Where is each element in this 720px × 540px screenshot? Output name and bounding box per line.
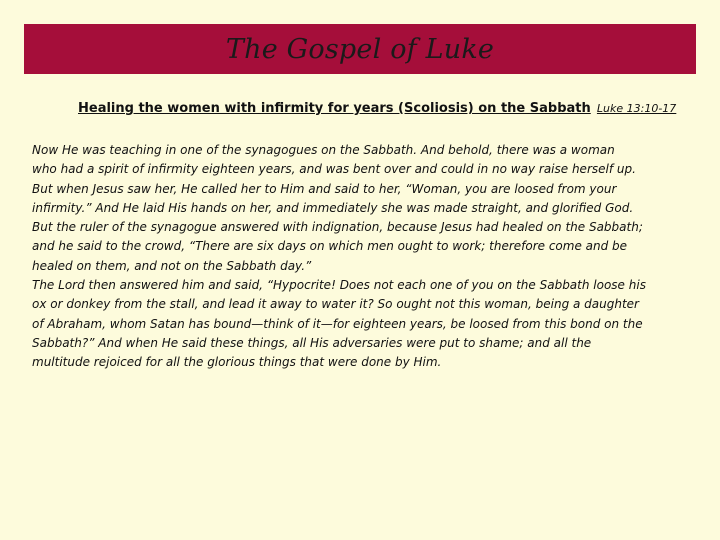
body-line: and he said to the crowd, “There are six days on which men ought to work; therefore come and be — [32, 239, 628, 254]
body-line: healed on them, and not on the Sabbath day.” — [32, 258, 312, 273]
body-line: But the ruler of the synagogue answered with indignation, because Jesus had healed on the Sabbath; — [32, 220, 643, 235]
passage-body — [32, 141, 696, 373]
body-line: Now He was teaching in one of the synagogues on the Sabbath. And behold, there was a woman — [32, 143, 615, 157]
heading-text: Healing the women with infirmity for years (Scoliosis) on the Sabbath — [78, 101, 591, 116]
body-line: ox or donkey from the stall, and lead it away to water it? So ought not this woman, being a daughter — [32, 297, 639, 312]
body-line: But when Jesus saw her, He called her to Him and said to her, “Woman, you are loosed from your — [32, 181, 617, 196]
body-line: of Abraham, whom Satan has bound—think of it—for eighteen years, be loosed from this bond on the — [32, 316, 643, 331]
slide-title: The Gospel of Luke — [225, 33, 495, 65]
body-line: The Lord then answered him and said, “Hypocrite! Does not each one of you on the Sabbath loose his — [32, 278, 646, 293]
scripture-reference: Luke 13:10-17 — [596, 102, 677, 115]
passage-heading — [78, 101, 708, 116]
body-line: infirmity.” And He laid His hands on her, and immediately she was made straight, and glorified God. — [32, 200, 634, 215]
body-line: Sabbath?” And when He said these things, all His adversaries were put to shame; and all the — [32, 335, 592, 350]
title-banner — [24, 24, 696, 74]
body-line: who had a spirit of infirmity eighteen years, and was bent over and could in no way raise herself up. — [32, 162, 636, 177]
body-line: multitude rejoiced for all the glorious things that were done by Him. — [32, 355, 442, 370]
